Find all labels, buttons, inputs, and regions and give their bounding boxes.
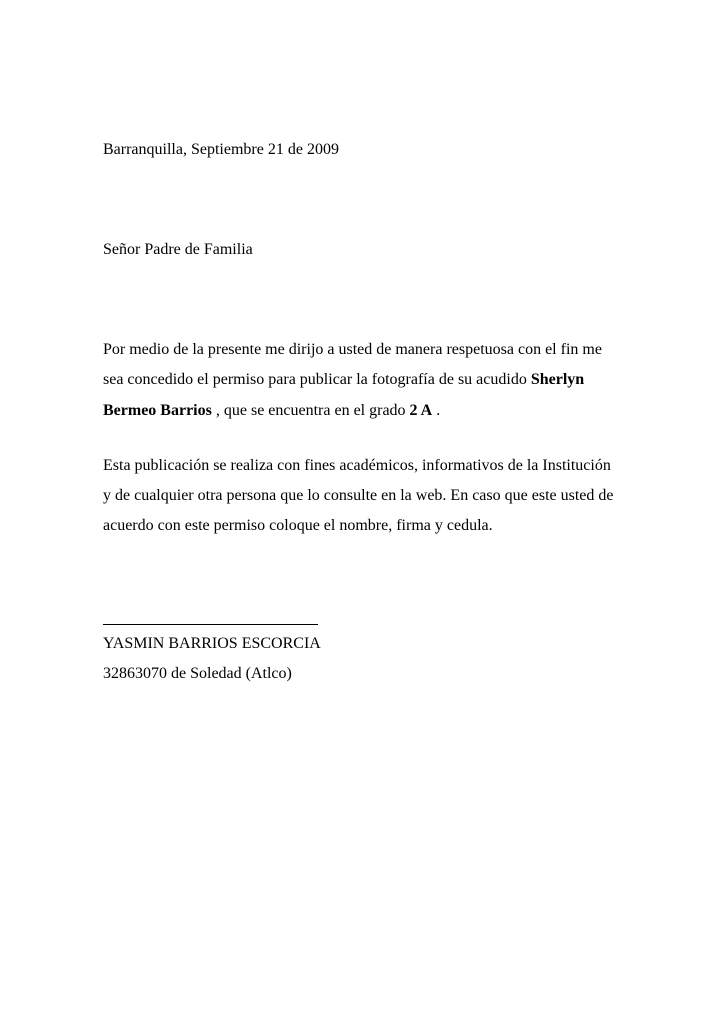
signer-name: YASMIN BARRIOS ESCORCIA xyxy=(103,635,321,652)
paragraph1-line2-text: sea concedido el permiso para publicar la fotografía de su acudido xyxy=(103,371,531,388)
paragraph2-line2: y de cualquier otra persona que lo consulte en la web. En caso que este usted de xyxy=(103,487,614,504)
paragraph1-line3 xyxy=(103,401,440,421)
signer-id: 32863070 de Soledad (Atlco) xyxy=(103,665,292,682)
student-first-name: Sherlyn xyxy=(530,371,585,388)
paragraph2-line3: acuerdo con este permiso coloque el nombre, firma y cedula. xyxy=(103,517,493,534)
paragraph1-line3-end: . xyxy=(432,402,441,419)
signature-line xyxy=(103,624,318,625)
paragraph1-line3-mid: , que se encuentra en el grado xyxy=(211,402,410,419)
paragraph1-line1: Por medio de la presente me dirijo a usted de manera respetuosa con el fin me xyxy=(103,341,602,358)
letter-salutation: Señor Padre de Familia xyxy=(103,241,253,258)
paragraph1-line2 xyxy=(103,370,584,390)
letter-date: Barranquilla, Septiembre 21 de 2009 xyxy=(103,141,339,158)
student-grade: 2 A xyxy=(409,402,433,419)
paragraph2-line1: Esta publicación se realiza con fines académicos, informativos de la Institución xyxy=(103,457,611,474)
student-last-name: Bermeo Barrios xyxy=(103,402,212,419)
